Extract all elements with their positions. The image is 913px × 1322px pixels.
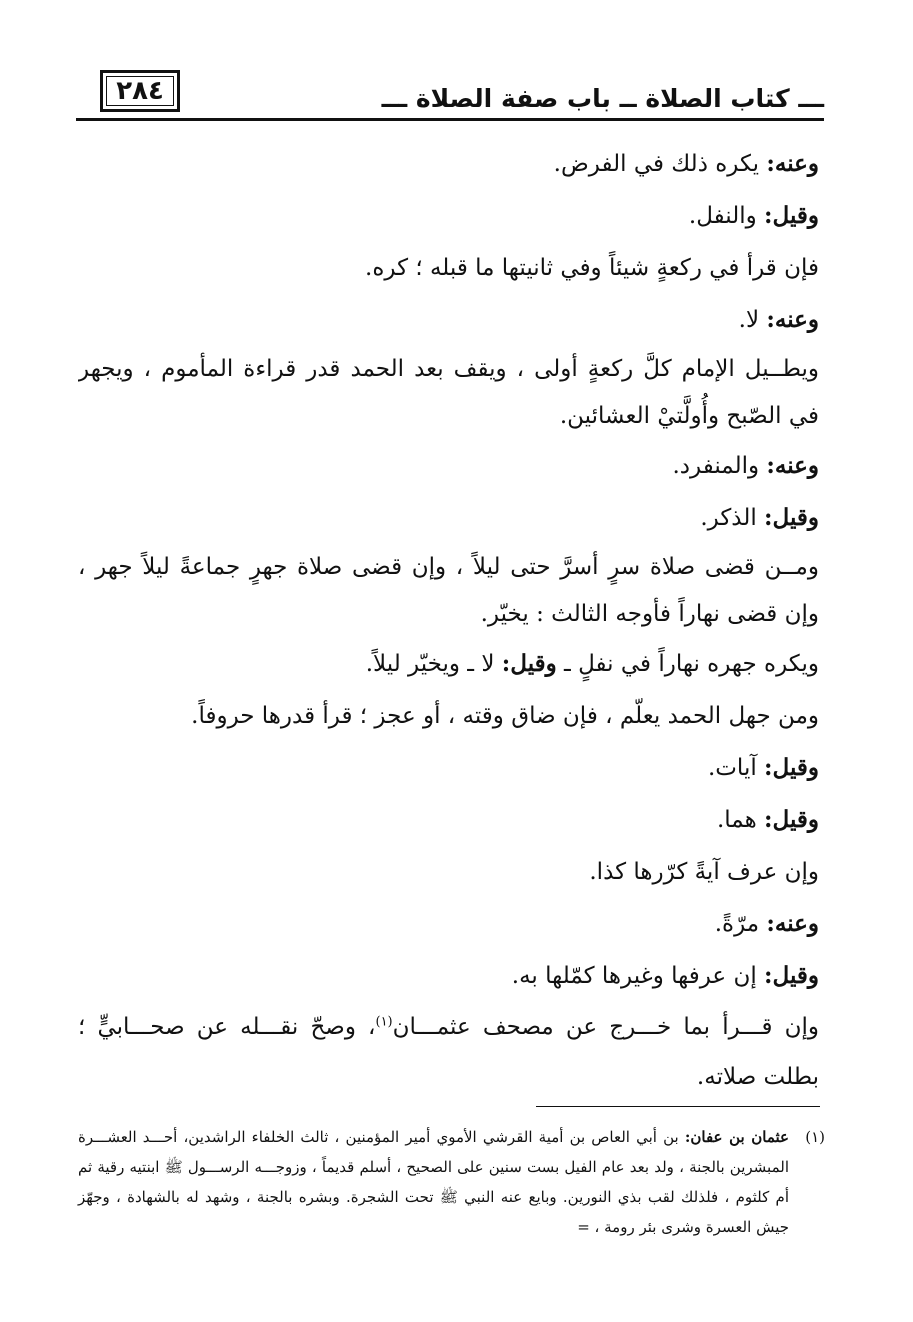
paragraph bbox=[78, 742, 819, 794]
paragraph-label: وقيل: bbox=[501, 650, 557, 677]
footnote-reference[interactable]: (١) bbox=[375, 1014, 393, 1030]
paragraph-text: يكره ذلك في الفرض. bbox=[553, 151, 767, 177]
paragraph-text: ويطــيل الإمام كلَّ ركعةٍ أولى ، ويقف بعد الحمد قدر قراءة المأموم ، ويجهر في الصّبح وأُولَّتيْ العشائين. bbox=[78, 356, 819, 429]
main-text bbox=[78, 138, 819, 1102]
header-rule bbox=[76, 118, 824, 121]
paragraph-text: لا ـ ويخيّر ليلاً. bbox=[365, 651, 502, 677]
paragraph-text: الذكر. bbox=[700, 505, 765, 531]
paragraph-text: ومن جهل الحمد يعلّم ، فإن ضاق وقته ، أو عجز ؛ قرأ قدرها حروفاً. bbox=[191, 703, 819, 729]
paragraph bbox=[78, 492, 819, 544]
paragraph-label: وعنه: bbox=[766, 150, 819, 177]
paragraph bbox=[78, 898, 819, 950]
paragraph-text: ويكره جهره نهاراً في نفلٍ ـ bbox=[556, 651, 819, 677]
footnotes bbox=[78, 1122, 825, 1242]
paragraph bbox=[78, 190, 819, 242]
paragraph bbox=[78, 294, 819, 346]
paragraph-label: وقيل: bbox=[764, 962, 819, 989]
paragraph bbox=[78, 1002, 819, 1102]
footnote-separator bbox=[536, 1106, 820, 1107]
paragraph-text: وإن عرف آيةً كرّرها كذا. bbox=[589, 859, 819, 885]
paragraph-text: ، وصحّ نقـــله عن صحـــابيٍّ ؛ بطلت صلاته. bbox=[78, 1014, 819, 1090]
paragraph-label: وقيل: bbox=[764, 504, 819, 531]
paragraph bbox=[78, 638, 819, 690]
paragraph-text: مرّةً. bbox=[714, 911, 767, 937]
paragraph bbox=[78, 690, 819, 742]
paragraph bbox=[78, 242, 819, 294]
paragraph bbox=[78, 138, 819, 190]
paragraph bbox=[78, 346, 819, 440]
paragraph-text: والمنفرد. bbox=[672, 453, 767, 479]
paragraph-label: وقيل: bbox=[764, 806, 819, 833]
paragraph-label: وعنه: bbox=[766, 910, 819, 937]
footnote-body: بن أبي العاص بن أمية القرشي الأموي أمير المؤمنين ، ثالث الخلفاء الراشدين، أحـــد العشـــرة المبشرين بالجنة ، ولد بعد عام الفيل بست سنين على الصحيح ، أسلم قديماً ، وزوجـــه الرســـول ﷺ ابنتيه رقية ثم أم كلثوم ، فلذلك لقب بذي النورين. وبايع عنه النبي ﷺ تحت الشجرة. وبشره بالجنة ، وشهد له بالشهادة ، وجهّز جيش العسرة وشرى بئر رومة ، = bbox=[78, 1128, 789, 1236]
paragraph-text: هما. bbox=[716, 807, 765, 833]
paragraph-text: والنفل. bbox=[688, 203, 765, 229]
footnote-text bbox=[78, 1122, 789, 1242]
paragraph-text: فإن قرأ في ركعةٍ شيئاً وفي ثانيتها ما قبله ؛ كره. bbox=[365, 255, 819, 281]
paragraph-text: لا. bbox=[738, 307, 767, 333]
paragraph-label: وقيل: bbox=[764, 754, 819, 781]
paragraph bbox=[78, 794, 819, 846]
paragraph bbox=[78, 440, 819, 492]
paragraph-text: وإن قـــرأ بما خـــرج عن مصحف عثمـــان bbox=[392, 1014, 819, 1040]
paragraph-label: وعنه: bbox=[766, 452, 819, 479]
paragraph-label: وقيل: bbox=[764, 202, 819, 229]
paragraph bbox=[78, 846, 819, 898]
paragraph bbox=[78, 544, 819, 638]
paragraph-text: ومــن قضى صلاة سرٍ أسرَّ حتى ليلاً ، وإن قضى صلاة جهرٍ جماعةً ليلاً جهر ، وإن قضى نهاراً فأوجه الثالث : يخيّر. bbox=[78, 554, 819, 627]
paragraph-label: وعنه: bbox=[766, 306, 819, 333]
footnote-number: (١) bbox=[805, 1128, 825, 1146]
paragraph-text: آيات. bbox=[707, 755, 765, 781]
page-header bbox=[76, 70, 824, 126]
paragraph bbox=[78, 950, 819, 1002]
page-number: ٢٨٤ bbox=[100, 70, 180, 112]
footnote-name: عثمان بن عفان: bbox=[684, 1128, 789, 1146]
running-title: ـــ كتاب الصلاة ــ باب صفة الصلاة ـــ bbox=[381, 84, 824, 113]
paragraph-text: إن عرفها وغيرها كمّلها به. bbox=[511, 963, 765, 989]
